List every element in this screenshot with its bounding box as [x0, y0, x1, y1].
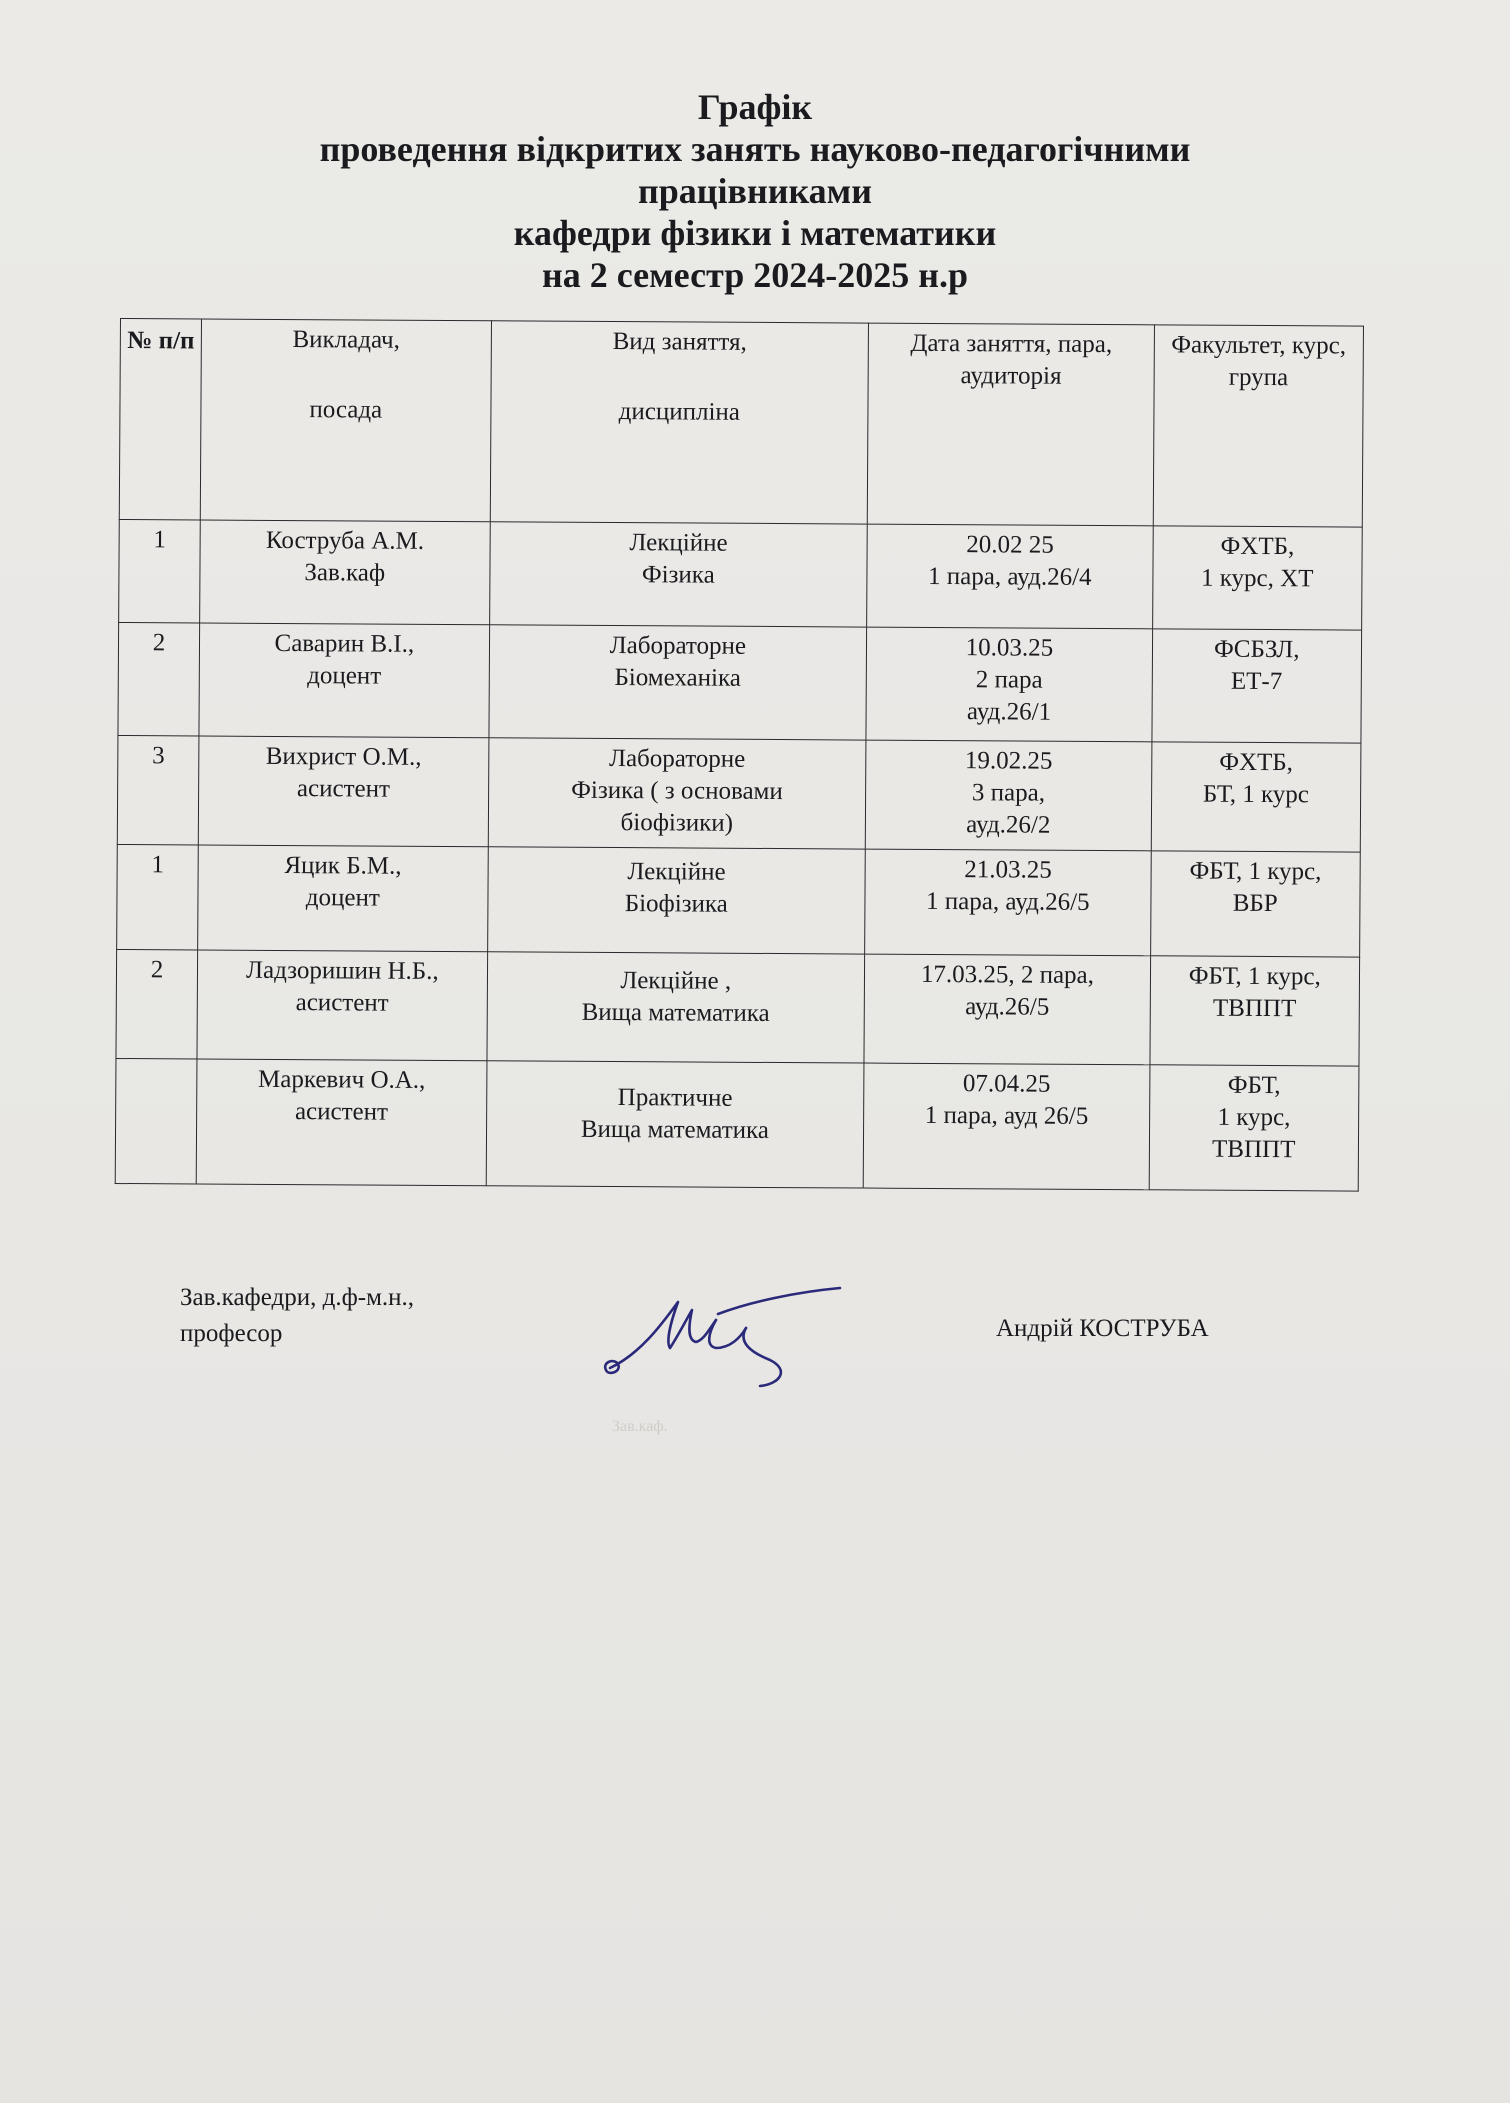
- cell-number: 3: [117, 735, 199, 844]
- table-header-row: [119, 319, 1363, 528]
- cell-date: 07.04.25 1 пара, ауд 26/5: [863, 1063, 1149, 1190]
- cell-faculty: ФСБЗЛ, ЕТ-7: [1152, 629, 1362, 743]
- cell-date: 20.02 25 1 пара, ауд.26/4: [867, 524, 1153, 629]
- cell-number: 2: [118, 622, 200, 735]
- cell-number: [115, 1058, 197, 1183]
- position-line-1: Зав.кафедри, д.ф-м.н.,: [180, 1284, 415, 1311]
- cell-teacher: Маркевич О.А., асистент: [196, 1059, 486, 1186]
- cell-class-type: Практичне Вища математика: [486, 1061, 864, 1188]
- header-date: Дата заняття, пара, аудиторія: [867, 323, 1154, 526]
- signatory-name: Андрій КОСТРУБА: [996, 1315, 1209, 1342]
- header-class-type: Вид заняття, дисципліна: [490, 321, 869, 524]
- cell-teacher: Саварин В.І., доцент: [199, 623, 489, 738]
- faint-stamp-text: Зав.каф.: [612, 1418, 668, 1435]
- title-line-3: працівниками: [638, 171, 872, 211]
- header-number: № п/п: [119, 319, 201, 520]
- table-row: [119, 519, 1363, 630]
- cell-class-type: Лабораторне Фізика ( з основами біофізики): [488, 738, 866, 849]
- cell-date: 10.03.25 2 пара ауд.26/1: [866, 627, 1152, 742]
- table-row: [117, 735, 1361, 852]
- header-teacher: Викладач, посада: [200, 319, 491, 522]
- table-row: [115, 1058, 1359, 1191]
- cell-teacher: Ладзоришин Н.Б., асистент: [197, 950, 487, 1061]
- title-line-2: проведення відкритих занять науково-педагогічними: [319, 129, 1191, 169]
- position-line-2: професор: [180, 1320, 283, 1347]
- title-line-4: кафедри фізики і математики: [513, 213, 997, 253]
- cell-number: 1: [117, 844, 199, 949]
- cell-faculty: ФБТ, 1 курс, ВБР: [1150, 851, 1360, 957]
- cell-faculty: ФХТБ, 1 курс, ХТ: [1152, 526, 1362, 630]
- header-faculty: Факультет, курс, група: [1153, 325, 1364, 527]
- cell-date: 19.02.25 3 пара, ауд.26/2: [865, 740, 1151, 851]
- cell-class-type: Лекційне Фізика: [489, 522, 867, 627]
- table-row: [116, 949, 1360, 1066]
- cell-date: 21.03.25 1 пара, ауд.26/5: [865, 849, 1151, 956]
- cell-number: 1: [119, 519, 201, 622]
- cell-faculty: ФХТБ, БТ, 1 курс: [1151, 742, 1361, 852]
- document-title: [0, 86, 1510, 296]
- cell-faculty: ФБТ, 1 курс, ТВППТ: [1150, 956, 1360, 1066]
- cell-class-type: Лекційне , Вища математика: [487, 952, 865, 1063]
- cell-teacher: Яцик Б.М., доцент: [198, 845, 488, 952]
- signatory-position: [180, 1280, 414, 1352]
- handwritten-signature: [600, 1284, 846, 1394]
- schedule-table: [115, 318, 1364, 1192]
- table-row: [117, 844, 1361, 957]
- cell-teacher: Коструба А.М. Зав.каф: [200, 520, 490, 625]
- cell-date: 17.03.25, 2 пара, ауд.26/5: [864, 954, 1150, 1065]
- table-row: [118, 622, 1362, 743]
- cell-class-type: Лекційне Біофізика: [487, 847, 865, 954]
- cell-teacher: Вихрист О.М., асистент: [198, 736, 488, 847]
- cell-faculty: ФБТ, 1 курс, ТВППТ: [1149, 1065, 1359, 1191]
- cell-number: 2: [116, 949, 198, 1058]
- title-line-5: на 2 семестр 2024-2025 н.р: [542, 255, 968, 295]
- title-line-1: Графік: [697, 87, 813, 127]
- cell-class-type: Лабораторне Біомеханіка: [489, 625, 867, 740]
